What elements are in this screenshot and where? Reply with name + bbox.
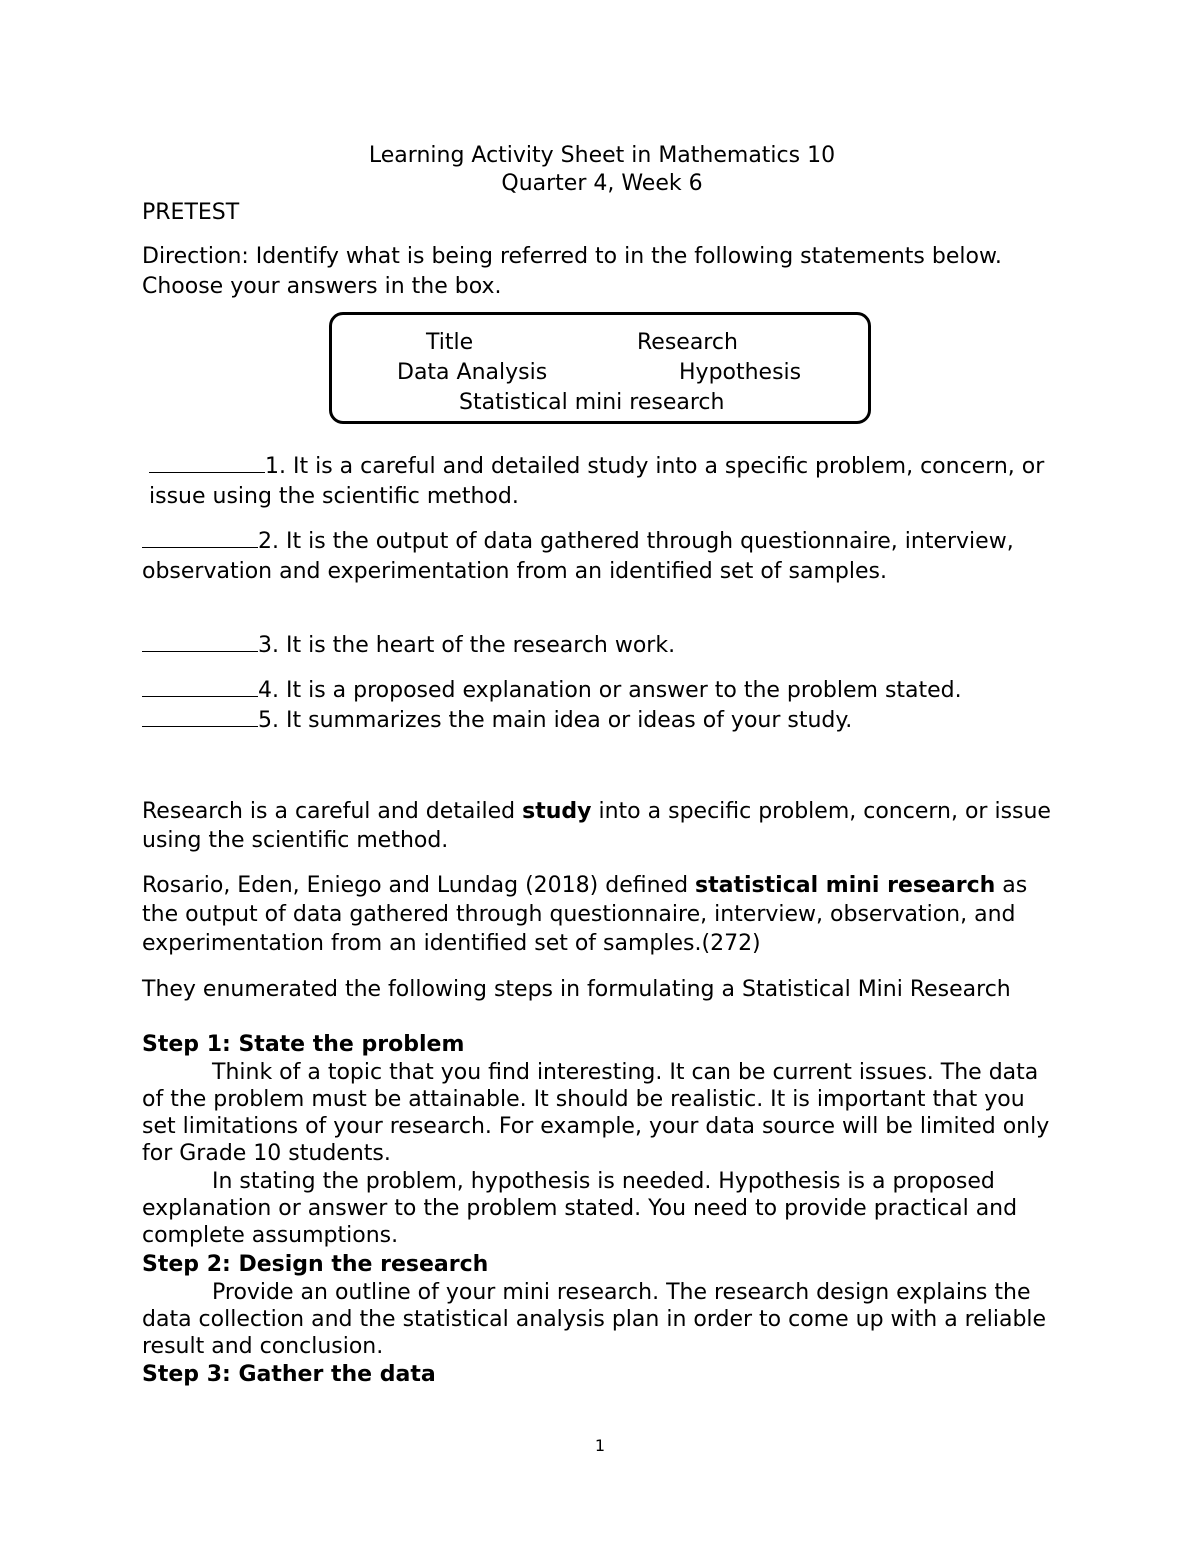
- answer-blank[interactable]: [142, 631, 258, 652]
- pretest-direction: Direction: Identify what is being referred to in the following statements below. Choose your answers in the box.: [142, 244, 1002, 299]
- document-page: [142, 142, 1062, 1387]
- answer-blank[interactable]: [149, 452, 265, 473]
- pretest-label: PRETEST: [142, 200, 240, 225]
- document-title: Learning Activity Sheet in Mathematics 10: [368, 143, 836, 168]
- choice-data-analysis: Data Analysis: [397, 360, 548, 385]
- pretest-item-1: [142, 452, 1062, 512]
- bold-term-statistical-mini-research: statistical mini research: [695, 873, 996, 898]
- choice-title: Title: [426, 330, 474, 355]
- statistical-mini-research-definition: Rosario, Eden, Eniego and Lundag (2018) defined statistical mini research as the output of data gathered through questionnaire, interview, observation, and experimentation from an identified set of samples.(272): [142, 873, 1028, 956]
- step-2-paragraph-1: Provide an outline of your mini research. The research design explains the data collection and the statistical analysis plan in order to come up with a reliable result and conclusion.: [142, 1280, 1047, 1359]
- item-number: 2.: [258, 529, 279, 554]
- step-1-paragraph-1: Think of a topic that you find interesting. It can be current issues. The data of the problem must be attainable. It should be realistic. It is important that you set limitations of your research. For example, your data source will be limited only for Grade 10 students.: [142, 1060, 1050, 1166]
- choice-research: Research: [637, 330, 738, 355]
- item-number: 1.: [265, 454, 286, 479]
- item-number: 5.: [258, 708, 279, 733]
- page-number: 1: [594, 1436, 606, 1455]
- item-number: 3.: [258, 633, 279, 658]
- choice-hypothesis: Hypothesis: [679, 360, 802, 385]
- step-1-paragraph-2: In stating the problem, hypothesis is needed. Hypothesis is a proposed explanation or answer to the problem stated. You need to provide practical and complete assumptions.: [142, 1169, 1018, 1248]
- pretest-item-5: [142, 706, 1062, 736]
- step-2-heading: Step 2: Design the research: [142, 1252, 489, 1277]
- research-definition: Research is a careful and detailed study into a specific problem, concern, or issue using the scientific method.: [142, 799, 1051, 853]
- answer-blank[interactable]: [142, 676, 258, 697]
- choice-statistical-mini-research: Statistical mini research: [459, 390, 725, 415]
- pretest-item-3: [142, 631, 1062, 661]
- bold-term-study: study: [522, 799, 592, 824]
- item-text: It is a careful and detailed study into a specific problem, concern, or issue using the scientific method.: [149, 454, 1045, 509]
- step-3-heading: Step 3: Gather the data: [142, 1362, 436, 1387]
- document-subtitle: Quarter 4, Week 6: [501, 171, 703, 196]
- item-text: It is a proposed explanation or answer to the problem stated.: [279, 678, 962, 703]
- item-text: It is the heart of the research work.: [279, 633, 676, 658]
- item-text: It summarizes the main idea or ideas of your study.: [279, 708, 853, 733]
- answer-choices-box: [329, 312, 871, 424]
- pretest-item-4: [142, 676, 1062, 706]
- step-1-heading: Step 1: State the problem: [142, 1032, 465, 1057]
- steps-intro: They enumerated the following steps in formulating a Statistical Mini Research: [142, 977, 1011, 1002]
- answer-blank[interactable]: [142, 527, 258, 548]
- pretest-item-2: [142, 527, 1062, 587]
- item-number: 4.: [258, 678, 279, 703]
- answer-blank[interactable]: [142, 706, 258, 727]
- item-text: It is the output of data gathered through questionnaire, interview, observation and experimentation from an identified set of samples.: [142, 529, 1014, 584]
